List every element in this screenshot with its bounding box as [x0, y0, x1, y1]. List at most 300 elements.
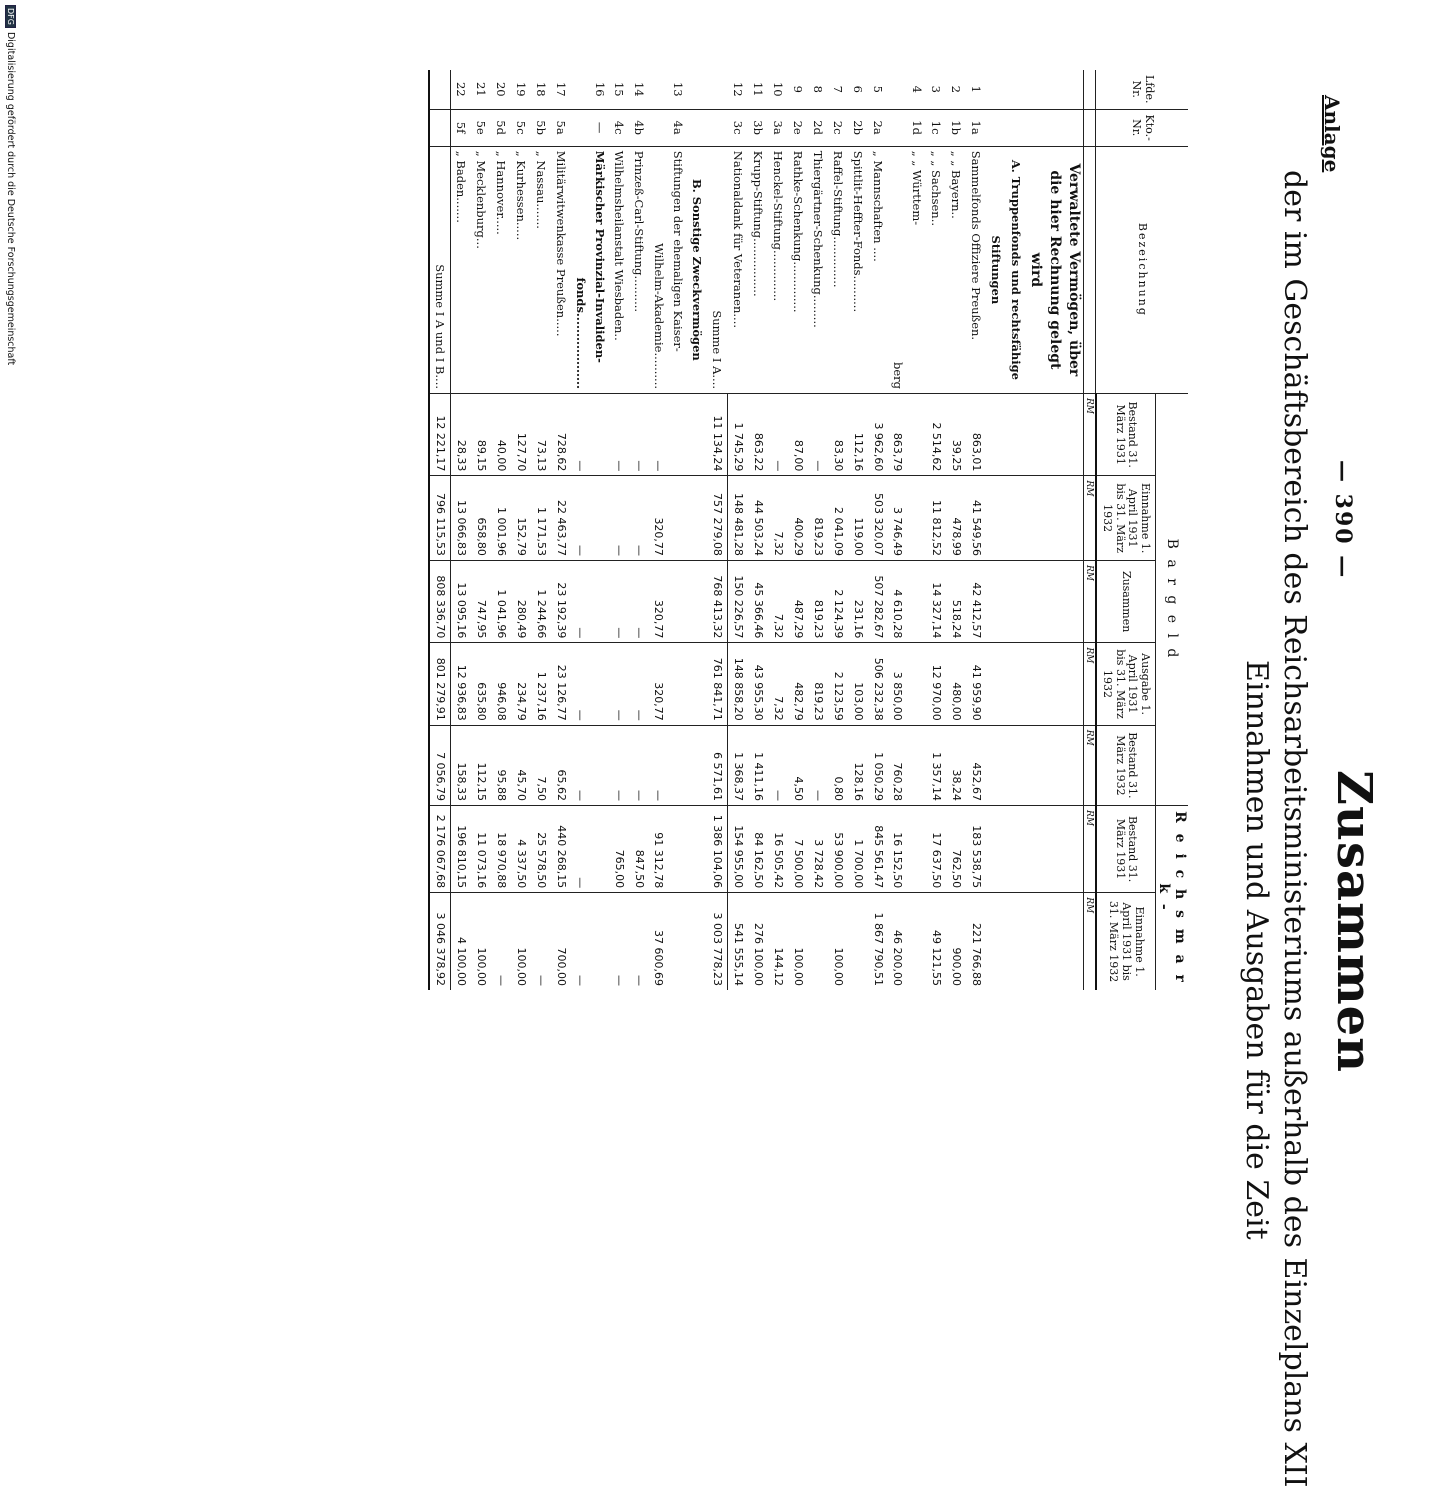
cell-ein: 478,99	[946, 476, 966, 561]
row-description	[748, 146, 768, 393]
cell-zus: —	[629, 560, 649, 642]
cell-rein: 541 555,14	[727, 893, 748, 990]
cell-ein: 152,79	[511, 476, 531, 561]
cell-rb31: 154 955,00	[727, 806, 748, 893]
cell-rb31: 16 505,42	[768, 806, 788, 893]
cell-rb31: 2 176 067,68	[429, 806, 451, 893]
cell-rein: 4 100,00	[450, 893, 471, 990]
cell-ein: 503 320,07	[868, 476, 888, 561]
cell-ein: 658,80	[471, 476, 491, 561]
row-lfde: 3	[928, 85, 943, 93]
row-description	[828, 146, 848, 393]
row-lfde: 16	[592, 81, 607, 97]
cell-b31: —	[649, 394, 687, 476]
row-kto: 2e	[788, 109, 808, 146]
row-description-text: „ Kurhessen.....	[513, 150, 528, 241]
row-kto: 1b	[946, 109, 966, 146]
cell-b31: 3 962,60	[868, 394, 888, 476]
cell-rb31: 845 561,47	[868, 806, 888, 893]
reichsmark-group-header: R e i c h s m a r k -	[1155, 806, 1188, 990]
unit-label: RM	[1083, 725, 1096, 805]
row-lfde: 21	[473, 81, 488, 97]
table-row	[571, 70, 609, 990]
cell-rb31: 440 268,15	[551, 806, 571, 893]
cell-b32: 4,50	[788, 725, 808, 805]
row-description-text: Wilhelmsheilanstalt Wiesbaden..	[611, 150, 626, 341]
cell-zus: 320,77	[649, 560, 687, 642]
cell-b32: 1 357,14	[926, 725, 946, 805]
table-row	[768, 70, 788, 990]
unit-label: RM	[1083, 806, 1096, 893]
cell-ein: 796 115,53	[429, 476, 451, 561]
row-description-text: Spittlit-Heffter-Fonds..........	[850, 150, 865, 313]
col-ausgabe-header: Ausgabe 1. April 1931 bis 31. März 1932	[1096, 643, 1156, 725]
cell-ein: —	[629, 476, 649, 561]
row-kto: 5f	[450, 109, 471, 146]
cell-b32: 1 050,29	[868, 725, 888, 805]
table-row	[828, 70, 848, 990]
cell-aus: 506 232,38	[868, 643, 888, 725]
cell-b32: 128,16	[848, 725, 868, 805]
table-row	[609, 70, 629, 990]
cell-zus: 280,49	[511, 560, 531, 642]
row-description	[471, 146, 491, 393]
row-description	[491, 146, 511, 393]
cell-zus: 4 610,28	[888, 560, 926, 642]
cell-rein: 49 121,55	[926, 893, 946, 990]
row-description-text: Krupp-Stiftung................	[750, 150, 765, 297]
row-kto: 4b	[629, 109, 649, 146]
col-rm-einnahme-header: Einnahme 1. April 1931 bis 31. März 1932	[1096, 893, 1156, 990]
cell-b32: —	[768, 725, 788, 805]
row-description-text: Märkischer Provinzial-Invaliden-	[592, 150, 607, 363]
cell-ein: 148 481,28	[727, 476, 748, 561]
cell-b31: 11 134,24	[707, 394, 728, 476]
cell-zus: 150 226,57	[727, 560, 748, 642]
cell-b32: 38,24	[946, 725, 966, 805]
row-kto: —	[571, 109, 609, 146]
cell-zus: 808 336,70	[429, 560, 451, 642]
row-description-text: „ „ Sachsen..	[928, 150, 943, 227]
cell-aus: 43 955,30	[748, 643, 768, 725]
cell-rein: —	[609, 893, 629, 990]
row-lfde: 20	[493, 81, 508, 97]
row-lfde: 18	[533, 81, 548, 97]
cell-b32: 7 056,79	[429, 725, 451, 805]
cell-aus: 12 936,83	[450, 643, 471, 725]
cell-aus: 801 279,91	[429, 643, 451, 725]
row-description	[926, 146, 946, 393]
cell-rb31: 183 538,75	[966, 806, 986, 893]
cell-zus: 747,95	[471, 560, 491, 642]
cell-b31: —	[808, 394, 828, 476]
cell-b31: 12 221,17	[429, 394, 451, 476]
row-kto: 3a	[768, 109, 788, 146]
cell-ein: 3 746,49	[888, 476, 926, 561]
row-lfde: 8	[810, 85, 825, 93]
row-kto: 5b	[531, 109, 551, 146]
row-kto: 5e	[471, 109, 491, 146]
cell-b32: 45,70	[511, 725, 531, 805]
table-row	[551, 70, 571, 990]
cell-rein: —	[571, 893, 609, 990]
unit-label: RM	[1083, 893, 1096, 990]
cell-b32: —	[808, 725, 828, 805]
table-row	[491, 70, 511, 990]
sum-row	[429, 70, 451, 990]
row-description	[649, 146, 687, 393]
footer	[5, 5, 16, 995]
cell-rb31: 18 970,88	[491, 806, 511, 893]
row-lfde: 17	[553, 81, 568, 97]
cell-ein: 400,29	[788, 476, 808, 561]
cell-ein: 119,00	[848, 476, 868, 561]
row-description-text: Raffel-Stiftung..............	[830, 150, 845, 288]
cell-b31: 863,79	[888, 394, 926, 476]
subtitle-line-2: Einnahmen und Ausgaben für die Zeit	[1239, 660, 1274, 1240]
row-description	[868, 146, 888, 393]
row-lfde: 7	[830, 85, 845, 93]
cell-rb31: 84 162,50	[748, 806, 768, 893]
row-description-text: Prinzeß-Carl-Stiftung..........	[631, 150, 646, 313]
cell-aus: 234,79	[511, 643, 531, 725]
cell-b32: 6 571,61	[707, 725, 728, 805]
cell-rb31: 53 900,00	[828, 806, 848, 893]
row-description	[609, 146, 629, 393]
cell-b31: 73,13	[531, 394, 551, 476]
cell-rein: 37 600,69	[649, 893, 687, 990]
cell-aus: 103,00	[848, 643, 868, 725]
accounts-table	[428, 70, 1188, 990]
cell-rein: —	[491, 893, 511, 990]
col-zusammen-header: Zusammen	[1096, 560, 1156, 642]
row-description-text: „ Mannschaften ....	[870, 150, 885, 262]
row-lfde: 11	[750, 81, 765, 97]
row-description-text: „ Mecklenburg...	[473, 150, 488, 249]
page-number: — 390 —	[1330, 460, 1356, 580]
cell-b31: 728,62	[551, 394, 571, 476]
row-lfde	[429, 70, 451, 109]
unit-label: RM	[1083, 394, 1096, 476]
row-lfde: 4	[909, 85, 924, 93]
row-lfde	[707, 70, 728, 109]
cell-b31: 112,16	[848, 394, 868, 476]
sum-row	[707, 70, 728, 990]
cell-zus: 1 041,96	[491, 560, 511, 642]
cell-rein: 221 766,88	[966, 893, 986, 990]
cell-ein: 1 001,96	[491, 476, 511, 561]
page-title: Zusammen	[1326, 770, 1382, 1074]
cell-ein: 22 463,77	[551, 476, 571, 561]
cell-ein: 757 279,08	[707, 476, 728, 561]
col-bestand-1932-header: Bestand 31. März 1932	[1096, 725, 1156, 805]
row-description-text: Summe I A....	[710, 310, 725, 390]
cell-b31: 1 745,29	[727, 394, 748, 476]
row-description	[511, 146, 531, 393]
row-kto	[429, 109, 451, 146]
col-lfde-header: Lfde. Nr.	[1096, 70, 1188, 109]
cell-aus: 3 850,00	[888, 643, 926, 725]
row-kto: 5a	[551, 109, 571, 146]
cell-rb31: 16 152,50	[888, 806, 926, 893]
cell-b31: 83,30	[828, 394, 848, 476]
cell-rb31: 25 578,50	[531, 806, 551, 893]
cell-rein: 3 003 778,23	[707, 893, 728, 990]
cell-zus: 231,16	[848, 560, 868, 642]
cell-rein: 100,00	[471, 893, 491, 990]
row-description	[966, 146, 986, 393]
bargeld-group-header: B a r g e l d	[1155, 394, 1188, 806]
cell-rein	[848, 893, 868, 990]
cell-rb31: 847,50	[629, 806, 649, 893]
row-description-text: „ Nassau.......	[533, 150, 548, 229]
cell-ein: 819,23	[808, 476, 828, 561]
cell-b31: —	[629, 394, 649, 476]
row-description-text: „ „ Bayern..	[948, 150, 963, 219]
col-kto-header: Kto.- Nr.	[1096, 109, 1188, 146]
table-row	[808, 70, 828, 990]
row-kto: 1c	[926, 109, 946, 146]
cell-rein: 3 046 378,92	[429, 893, 451, 990]
table-row	[649, 70, 687, 990]
cell-ein: 13 066,83	[450, 476, 471, 561]
col-rm-bestand-1931-header: Bestand 31. März 1931	[1096, 806, 1156, 893]
cell-b32: 65,62	[551, 725, 571, 805]
row-kto: 1d	[888, 109, 926, 146]
cell-b32: 112,15	[471, 725, 491, 805]
row-description	[946, 146, 966, 393]
cell-b31: 87,00	[788, 394, 808, 476]
col-bezeichnung-header: Bezeichnung	[1096, 146, 1188, 393]
row-lfde: 15	[611, 81, 626, 97]
row-description-text: Nationaldank für Veteranen....	[730, 150, 745, 329]
cell-b32: 1 368,37	[727, 725, 748, 805]
col-bestand-1931-header: Bestand 31. März 1931	[1096, 394, 1156, 476]
cell-zus: 819,23	[808, 560, 828, 642]
cell-zus: —	[571, 560, 609, 642]
cell-rein: 100,00	[828, 893, 848, 990]
cell-ein: 7,32	[768, 476, 788, 561]
table-row	[946, 70, 966, 990]
cell-zus: 2 124,39	[828, 560, 848, 642]
cell-b31: 89,15	[471, 394, 491, 476]
cell-zus: 23 192,39	[551, 560, 571, 642]
cell-ein: 44 503,24	[748, 476, 768, 561]
row-lfde: 9	[790, 85, 805, 93]
row-description-text: Sammelfonds Offiziere Preußen.	[968, 150, 983, 341]
cell-zus: 487,29	[788, 560, 808, 642]
cell-b32: 0,80	[828, 725, 848, 805]
cell-b31: —	[768, 394, 788, 476]
col-einnahme-header: Einnahme 1. April 1931 bis 31. März 1932	[1096, 476, 1156, 561]
row-description	[848, 146, 868, 393]
unit-label: RM	[1083, 643, 1096, 725]
cell-rein	[808, 893, 828, 990]
cell-zus: 768 413,32	[707, 560, 728, 642]
row-description-text: Rathke-Schenkung..............	[790, 150, 805, 313]
cell-aus: —	[571, 643, 609, 725]
row-lfde: 12	[730, 81, 745, 97]
cell-rein: —	[629, 893, 649, 990]
row-description	[768, 146, 788, 393]
cell-b32: —	[649, 725, 687, 805]
row-description-text: „ „ Württem-	[909, 150, 924, 226]
cell-ein: —	[609, 476, 629, 561]
cell-aus: 320,77	[649, 643, 687, 725]
cell-zus: 507 282,67	[868, 560, 888, 642]
cell-aus: 2 123,59	[828, 643, 848, 725]
cell-aus: 482,79	[788, 643, 808, 725]
cell-rein: 276 100,00	[748, 893, 768, 990]
row-kto: 3b	[748, 109, 768, 146]
row-kto: 1a	[966, 109, 986, 146]
cell-rb31: 4 337,50	[511, 806, 531, 893]
row-description-text: Thiergärtner-Schenkung.........	[810, 150, 825, 328]
row-kto: 4c	[609, 109, 629, 146]
row-description-text: „ Hannover.....	[493, 150, 508, 235]
row-kto: 5d	[491, 109, 511, 146]
section-a-heading: A. Truppenfonds und rechtsfähige Stiftungen	[986, 146, 1026, 393]
row-lfde: 6	[850, 85, 865, 93]
cell-rb31: —	[571, 806, 609, 893]
cell-zus: 45 366,46	[748, 560, 768, 642]
row-description-text: Stiftungen der ehemaligen Kaiser-	[670, 150, 685, 352]
cell-rb31: 1 386 104,06	[707, 806, 728, 893]
row-description-text: Summe I A und I B....	[432, 264, 447, 390]
cell-rein: 1 867 790,51	[868, 893, 888, 990]
cell-rein: 100,00	[511, 893, 531, 990]
anlage-label: Anlage	[1320, 95, 1344, 173]
row-lfde: 13	[670, 81, 685, 97]
cell-rb31: 196 810,15	[450, 806, 471, 893]
table-row	[629, 70, 649, 990]
cell-rein: 700,00	[551, 893, 571, 990]
cell-b31: 39,25	[946, 394, 966, 476]
unit-label: RM	[1083, 476, 1096, 561]
cell-zus: 42 412,57	[966, 560, 986, 642]
row-lfde: 19	[513, 81, 528, 97]
cell-ein: 11 812,52	[926, 476, 946, 561]
cell-b32: 1 411,16	[748, 725, 768, 805]
unit-label: RM	[1083, 560, 1096, 642]
dfg-logo: DFG	[5, 5, 16, 28]
footer-text: Digitalisierung gefördert durch die Deutsche Forschungsgemeinschaft	[5, 31, 16, 366]
cell-b31: 28,33	[450, 394, 471, 476]
row-description-text: Militärwitwenkasse Preußen.....	[553, 150, 568, 337]
cell-rb31: 91 312,78	[649, 806, 687, 893]
cell-aus: 148 858,20	[727, 643, 748, 725]
section-b-heading: B. Sonstige Zweckvermögen	[687, 146, 707, 393]
row-description-cont: berg	[890, 361, 905, 390]
row-description	[727, 146, 748, 393]
cell-b32: —	[571, 725, 609, 805]
cell-b31: 2 514,62	[926, 394, 946, 476]
row-description	[808, 146, 828, 393]
cell-ein: 1 171,53	[531, 476, 551, 561]
row-description-cont: Wilhelm-Akademie..........	[651, 243, 666, 390]
cell-b32: 452,67	[966, 725, 986, 805]
cell-rein: 46 200,00	[888, 893, 926, 990]
row-kto	[707, 109, 728, 146]
row-kto: 2c	[828, 109, 848, 146]
cell-rb31: 1 700,00	[848, 806, 868, 893]
cell-b32: —	[629, 725, 649, 805]
table-row	[848, 70, 868, 990]
cell-ein: 320,77	[649, 476, 687, 561]
row-lfde: 14	[631, 81, 646, 97]
cell-b32: 760,28	[888, 725, 926, 805]
table-body	[429, 70, 1084, 990]
row-kto: 2a	[868, 109, 888, 146]
cell-zus: —	[609, 560, 629, 642]
cell-b31: 40,00	[491, 394, 511, 476]
cell-aus: 819,23	[808, 643, 828, 725]
row-kto: 2b	[848, 109, 868, 146]
cell-rb31: 7 500,00	[788, 806, 808, 893]
cell-zus: 7,32	[768, 560, 788, 642]
cell-aus: 1 237,16	[531, 643, 551, 725]
cell-aus: 12 970,00	[926, 643, 946, 725]
cell-rein: —	[531, 893, 551, 990]
cell-rb31: 11 073,16	[471, 806, 491, 893]
row-lfde: 22	[453, 81, 468, 97]
table-row	[450, 70, 471, 990]
cell-b31: 863,22	[748, 394, 768, 476]
cell-zus: 14 327,14	[926, 560, 946, 642]
cell-aus: 41 959,90	[966, 643, 986, 725]
cell-b31: 863,01	[966, 394, 986, 476]
cell-b32: —	[609, 725, 629, 805]
cell-aus: —	[609, 643, 629, 725]
row-lfde: 1	[968, 85, 983, 93]
cell-rb31: 762,50	[946, 806, 966, 893]
table-row	[868, 70, 888, 990]
row-description	[429, 146, 451, 393]
table-row	[748, 70, 768, 990]
row-description-text: Henckel-Stiftung..............	[770, 150, 785, 302]
subtitle-line-1: der im Geschäftsbereich des Reichsarbeitsministeriums außerhalb des Einzelplans XII	[1277, 170, 1312, 1488]
row-description	[531, 146, 551, 393]
heading-block: Verwaltete Vermögen, über die hier Rechnung gelegt wird	[1026, 146, 1084, 393]
cell-b31: —	[609, 394, 629, 476]
cell-ein: —	[571, 476, 609, 561]
cell-rein: 900,00	[946, 893, 966, 990]
cell-b31: 127,70	[511, 394, 531, 476]
row-description	[571, 146, 609, 393]
cell-b32: 7,50	[531, 725, 551, 805]
cell-b32: 158,33	[450, 725, 471, 805]
row-description	[551, 146, 571, 393]
cell-ein: 41 549,56	[966, 476, 986, 561]
row-description	[788, 146, 808, 393]
cell-rein: 144,12	[768, 893, 788, 990]
table-row	[926, 70, 946, 990]
row-kto: 3c	[727, 109, 748, 146]
row-kto: 5c	[511, 109, 531, 146]
cell-ein: 2 041,09	[828, 476, 848, 561]
row-description	[888, 146, 926, 393]
row-kto: 4a	[649, 109, 687, 146]
table-row	[511, 70, 531, 990]
cell-zus: 1 244,66	[531, 560, 551, 642]
cell-rb31: 765,00	[609, 806, 629, 893]
cell-zus: 13 095,16	[450, 560, 471, 642]
row-lfde: 5	[870, 85, 885, 93]
cell-b31: —	[571, 394, 609, 476]
cell-rb31: 17 637,50	[926, 806, 946, 893]
row-kto: 2d	[808, 109, 828, 146]
row-description	[707, 146, 728, 393]
